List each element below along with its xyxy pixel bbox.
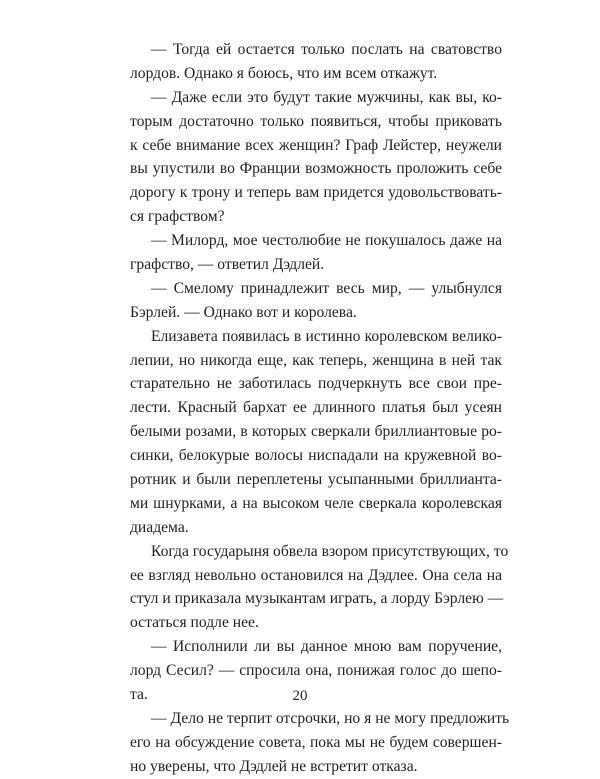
- paragraph-first-line: — Милорд, мое честолюбие не покушалось даже на: [151, 232, 502, 250]
- paragraph-first-line: Когда государыня обвела взором присутствующих, то: [151, 542, 509, 560]
- body-text: [130, 38, 510, 779]
- paragraph-line: диадема.: [130, 518, 189, 536]
- paragraph-line: ротник и были переплетены усыпанными бриллианта-: [130, 471, 502, 489]
- paragraph-line: белыми розами, в которых сверкали бриллиантовые ро-: [130, 423, 502, 441]
- paragraph-first-line: — Даже если это будут такие мужчины, как вы, ко-: [151, 88, 502, 106]
- paragraph-first-line: — Тогда ей остается только послать на сватовство: [151, 41, 502, 58]
- paragraph-first-line: Елизавета появилась в истинно королевском велико-: [151, 327, 502, 345]
- paragraph-line: остаться подле нее.: [130, 614, 259, 632]
- paragraph-line: та.: [130, 686, 148, 704]
- paragraph-line: к себе внимание всех женщин? Граф Лейстер, неужели: [130, 136, 502, 154]
- paragraph-line: графство, — ответил Дэдлей.: [130, 256, 325, 274]
- paragraph-line: лорд Сесил? — спросила она, понижая голос до шепо-: [130, 662, 502, 680]
- paragraph-first-line: — Исполнили ли вы данное мною вам поручение,: [151, 638, 502, 656]
- paragraph-line: старательно не заботилась подчеркнуть все свои пре-: [130, 375, 502, 393]
- paragraph-line: но уверены, что Дэдлей не встретит отказа.: [130, 757, 418, 775]
- paragraph-line: лести. Красный бархат ее длинного платья был усеян: [130, 399, 502, 417]
- paragraph-first-line: — Смелому принадлежит весь мир, — улыбнулся: [151, 279, 502, 297]
- paragraph-first-line: — Дело не терпит отсрочки, но я не могу предложить: [151, 709, 510, 727]
- paragraph-line: стул и приказала музыкантам играть, а лорду Бэрлею —: [130, 590, 504, 608]
- paragraph-line: ее взгляд невольно остановился на Дэдлее. Она села на: [130, 566, 502, 584]
- paragraph-line: лепии, но никогда еще, как теперь, женщина в ней так: [130, 351, 502, 369]
- page-number: 20: [292, 688, 308, 704]
- paragraph-line: торым достаточно только появиться, чтобы приковать: [130, 112, 502, 130]
- paragraph-line: лордов. Однако я боюсь, что им всем откажут.: [130, 64, 438, 82]
- paragraph-line: вы упустили во Франции возможность проложить себе: [130, 160, 502, 178]
- paragraph-line: ся графством?: [130, 208, 225, 226]
- paragraph-line: его на обсуждение совета, пока мы не будем совершен-: [130, 733, 502, 751]
- paragraph-line: Бэрлей. — Однако вот и королева.: [130, 303, 357, 321]
- paragraph-line: синки, белокурые волосы ниспадали на кружевной во-: [130, 447, 502, 465]
- paragraph-line: дорогу к трону и теперь вам придется удовольствовать-: [130, 184, 502, 202]
- paragraph-line: ми шнурками, а на высоком челе сверкала королевская: [130, 494, 502, 512]
